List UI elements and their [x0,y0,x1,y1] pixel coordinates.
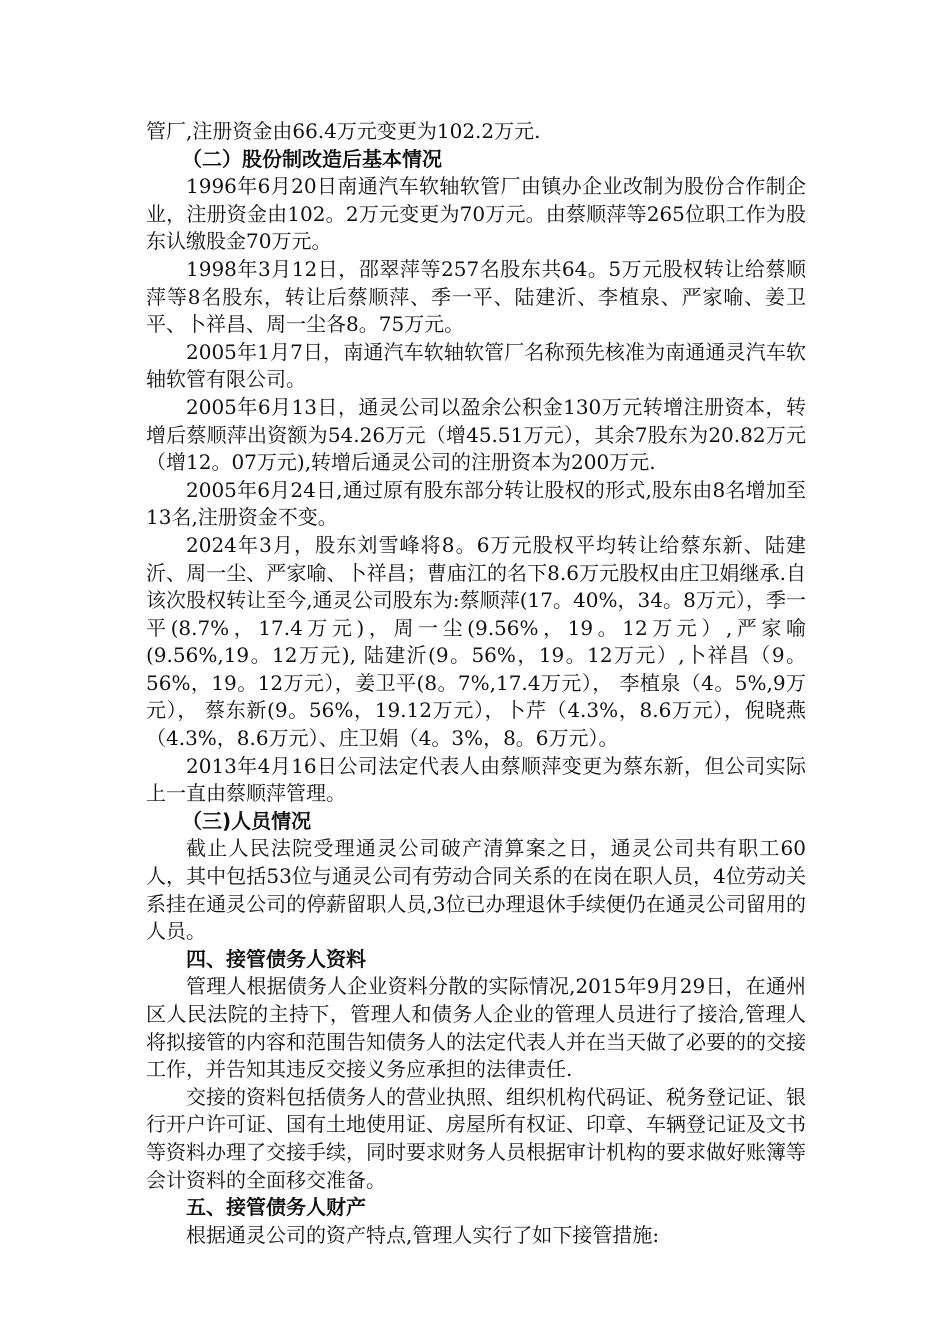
subheading-personnel: （三)人员情况 [182,808,312,833]
paragraph-1998-transfer: 1998年3月12日，邵翠萍等257名股东共64。5万元股权转让给蔡顺萍等8名股东，转让后蔡顺萍、季一平、陆建沂、李植泉、严家喻、姜卫平、卜祥昌、周一尘各8。75万元。 [146,256,806,337]
subheading-shareholding-reform: （二）股份制改造后基本情况 [182,146,442,171]
paragraph-takeover-process: 管理人根据债务人企业资料分散的实际情况,2015年9月29日，在通州区人民法院的主持下，管理人和债务人企业的管理人员进行了接洽,管理人将拟接管的内容和范围告知债务人的法定代表人并在当天做了必要的的交接工作，并告知其违反交接义务应承担的法律责任. [146,974,806,1082]
paragraph-registered-capital-change: 管厂,注册资金由66.4万元变更为102.2万元. [146,119,541,143]
heading-takeover-materials: 四、接管债务人资料 [186,946,366,971]
paragraph-2005-shareholder-change: 2005年6月24日,通过原有股东部分转让股权的形式,股东由8名增加至13名,注册资金不变。 [146,477,806,530]
paragraph-2005-name-approval: 2005年1月7日，南通汽车软轴软管厂名称预先核准为南通通灵汽车软轴软管有限公司。 [146,339,806,392]
paragraph-2005-capital-increase: 2005年6月13日，通灵公司以盈余公积金130万元转增注册资本，转增后蔡顺萍出资额为54.26万元（增45.51万元），其余7股东为20.82万元（增12。07万元),转增后通灵公司的注册资本为200万元. [146,394,806,475]
paragraph-1996-reform: 1996年6月20日南通汽车软轴软管厂由镇办企业改制为股份合作制企业，注册资金由102。2万元变更为70万元。由蔡顺萍等265位职工作为股东认缴股金70万元。 [146,174,806,254]
document-page [146,118,806,1249]
heading-takeover-property: 五、接管债务人财产 [186,1195,366,1220]
paragraph-2013-legal-rep: 2013年4月16日公司法定代表人由蔡顺萍变更为蔡东新，但公司实际上一直由蔡顺萍管理。 [146,753,806,806]
paragraph-2024-equity-transfer: 2024年3月，股东刘雪峰将8。6万元股权平均转让给蔡东新、陆建沂、周一尘、严家喻、卜祥昌；曹庙江的名下8.6万元股权由庄卫娟继承.自该次股权转让至今,通灵公司股东为:蔡顺萍(17。40%，34。8万元），季一平(8.7%，17.4万元)，周一尘(9.56%，19。12万元）,严家喻(9.56%,19。12万元), 陆建沂(9。56%，19。12万元）,卜祥昌（9。56%，19。12万元），姜卫平(8。7%,17.4万元）， 李植泉（4。5%,9万元）， 蔡东新(9。56%，19.12万元），卜芹（4.3%，8.6万元），倪晓燕（4.3%，8.6万元）、庄卫娟（4。3%，8。6万元）。 [146,532,806,751]
paragraph-personnel: 截止人民法院受理通灵公司破产清算案之日，通灵公司共有职工60人，其中包括53位与通灵公司有劳动合同关系的在岗在职人员，4位劳动关系挂在通灵公司的停薪留职人员,3位已办理退休手续便仍在通灵公司留用的人员。 [146,836,806,944]
paragraph-takeover-measures: 根据通灵公司的资产特点,管理人实行了如下接管措施: [186,1222,660,1247]
paragraph-handover-materials: 交接的资料包括债务人的营业执照、组织机构代码证、税务登记证、银行开户许可证、国有土地使用证、房屋所有权证、印章、车辆登记证及文书等资料办理了交接手续，同时要求财务人员根据审计机构的要求做好账簿等会计资料的全面移交准备。 [146,1084,806,1192]
